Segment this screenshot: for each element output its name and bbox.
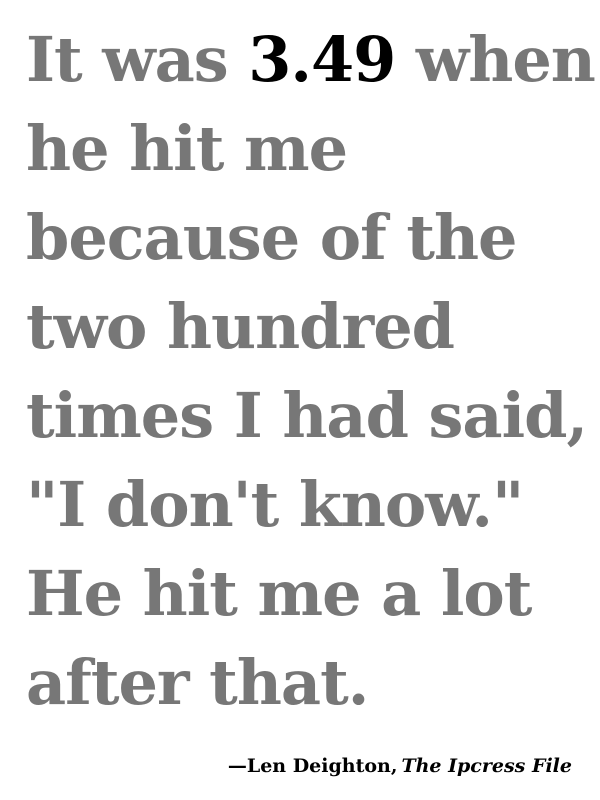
- quote-line-2: he hit me: [26, 112, 348, 185]
- quote-line-4: two hundred: [26, 290, 454, 363]
- quote-line-1: [26, 15, 595, 104]
- quote-line-1-after: when: [395, 23, 595, 96]
- quote-line-8: after that.: [26, 646, 369, 719]
- quote-line-6: "I don't know.": [26, 468, 524, 541]
- quote-line-3: because of the: [26, 201, 517, 274]
- quote-text: [26, 15, 595, 727]
- quote-line-1-before: It was: [26, 23, 249, 96]
- quote-line-5: times I had said,: [26, 379, 588, 452]
- attribution-book-title: The Ipcress File: [401, 755, 572, 777]
- attribution: [228, 755, 572, 777]
- attribution-author: —Len Deighton,: [227, 755, 398, 777]
- quote-time-highlight: 3.49: [248, 23, 396, 96]
- quote-line-7: He hit me a lot: [26, 557, 532, 630]
